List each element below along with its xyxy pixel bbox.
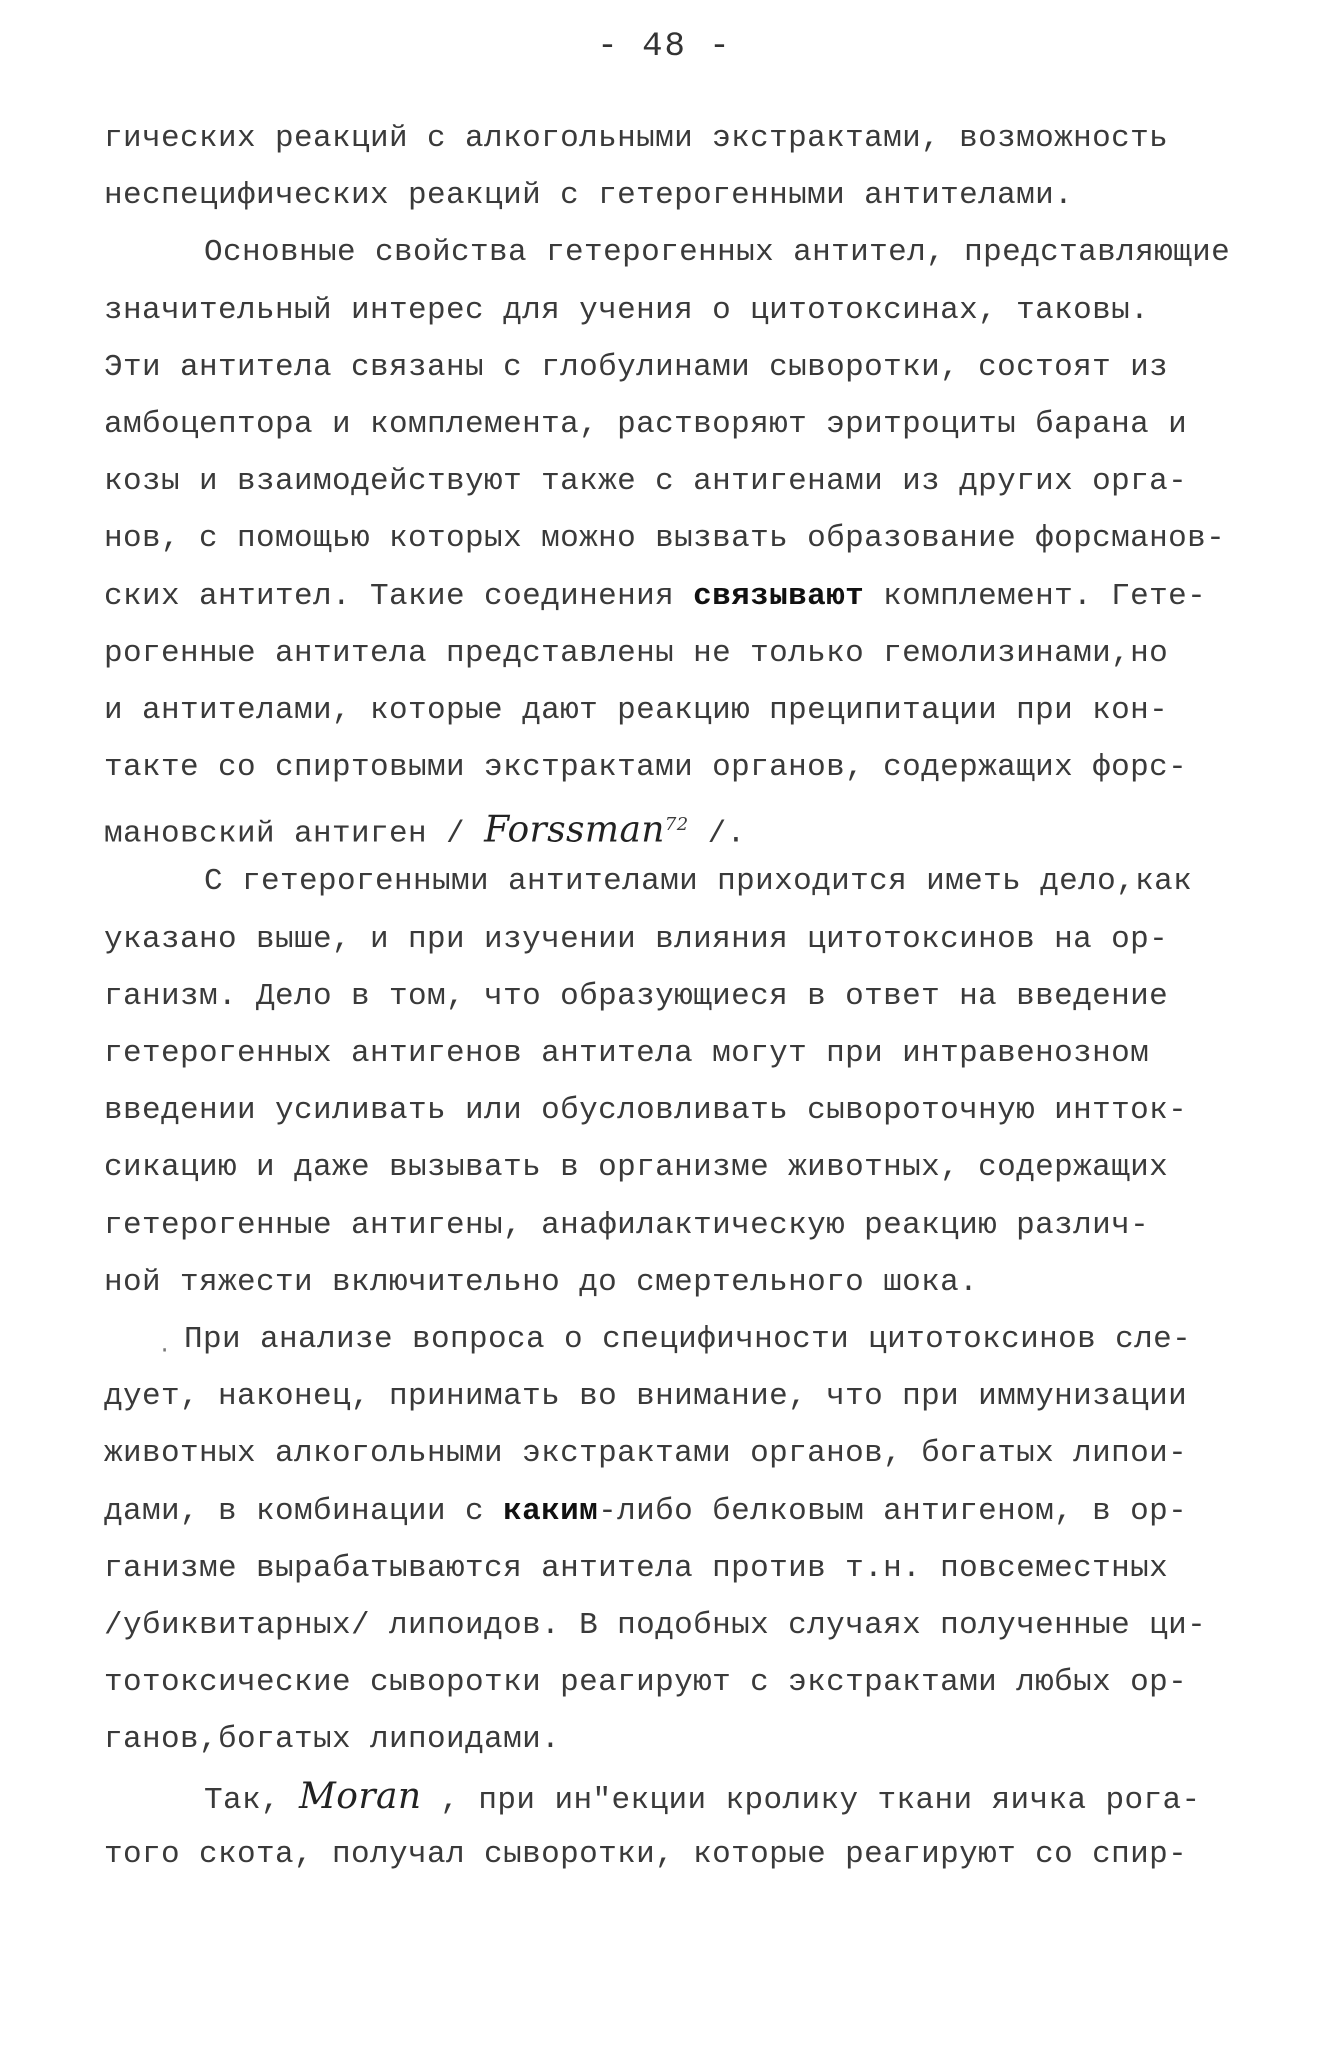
text-line: При анализе вопроса о специфичности цитотоксинов сле- <box>184 1321 1192 1357</box>
text-line: Эти антитела связаны с глобулинами сыворотки, состоят из <box>104 349 1169 385</box>
stray-mark: · <box>158 1338 172 1363</box>
text-line: нов, с помощью которых можно вызвать образование форсманов- <box>104 521 1226 557</box>
text-line: того скота, получал сыворотки, которые реагируют со спир- <box>104 1836 1188 1872</box>
overtyped-word: связывают <box>693 578 865 614</box>
overtyped-word: каким <box>503 1493 599 1529</box>
text-segment: комплемент. Гете- <box>864 578 1207 614</box>
handwritten-name: Moran <box>299 1776 422 1818</box>
text-line: гических реакций с алкогольными экстрактами, возможность <box>104 121 1169 156</box>
text-segment: /. <box>688 816 746 852</box>
text-line: такте со спиртовыми экстрактами органов, содержащих форс- <box>104 750 1188 786</box>
page-number: - 48 - <box>597 28 732 66</box>
text-segment: -либо белковым антигеном, в ор- <box>598 1493 1188 1529</box>
text-line: Основные свойства гетерогенных антител, представляющие <box>204 235 1231 271</box>
text-line: ганизм. Дело в том, что образующиеся в ответ на введение <box>104 978 1169 1014</box>
text-line <box>104 568 1224 625</box>
text-segment: дами, в комбинации с <box>104 1493 504 1529</box>
text-line <box>104 1768 1224 1825</box>
text-line: гетерогенные антигены, анафилактическую реакцию различ- <box>104 1207 1150 1243</box>
text-line: указано выше, и при изучении влияния цитотоксинов на ор- <box>104 921 1169 957</box>
reference-number: 72 <box>664 814 689 836</box>
handwritten-name: Forssman <box>484 809 665 851</box>
text-line: С гетерогенными антителами приходится иметь дело,как <box>204 864 1193 900</box>
text-segment: мановский антиген / <box>104 816 485 852</box>
text-line: дует, наконец, принимать во внимание, что при иммунизации <box>104 1379 1188 1415</box>
text-line: амбоцептора и комплемента, растворяют эритроциты барана и <box>104 406 1188 442</box>
text-line: неспецифических реакций с гетерогенными антителами. <box>104 178 1074 214</box>
text-line <box>104 1483 1224 1540</box>
text-line: ганизме вырабатываются антитела против т.н. повсеместных <box>104 1550 1169 1586</box>
text-line: ганов,богатых липоидами. <box>104 1722 561 1758</box>
text-line: введении усиливать или обусловливать сывороточную интток- <box>104 1093 1188 1129</box>
text-line: значительный интерес для учения о цитотоксинах, таковы. <box>104 292 1150 328</box>
document-body <box>104 110 1231 1883</box>
text-line <box>104 796 1224 853</box>
text-segment: Так, <box>204 1783 300 1819</box>
text-segment: ских антител. Такие соединения <box>104 578 694 614</box>
text-segment: , при ин"екции кролику ткани яичка рога- <box>421 1783 1201 1819</box>
text-line: сикацию и даже вызывать в организме животных, содержащих <box>104 1150 1169 1186</box>
text-line: животных алкогольными экстрактами органов, богатых липои- <box>104 1436 1188 1472</box>
text-line: и антителами, которые дают реакцию преципитации при кон- <box>104 692 1169 728</box>
text-line: тотоксические сыворотки реагируют с экстрактами любых ор- <box>104 1665 1188 1701</box>
text-line: рогенные антитела представлены не только гемолизинами,но <box>104 635 1169 671</box>
text-line: гетерогенных антигенов антитела могут при интравенозном <box>104 1036 1150 1071</box>
text-line: козы и взаимодействуют также с антигенами из других орга- <box>104 464 1188 500</box>
text-line: ной тяжести включительно до смертельного шока. <box>104 1264 979 1300</box>
text-line: /убиквитарных/ липоидов. В подобных случаях полученные ци- <box>104 1607 1207 1643</box>
